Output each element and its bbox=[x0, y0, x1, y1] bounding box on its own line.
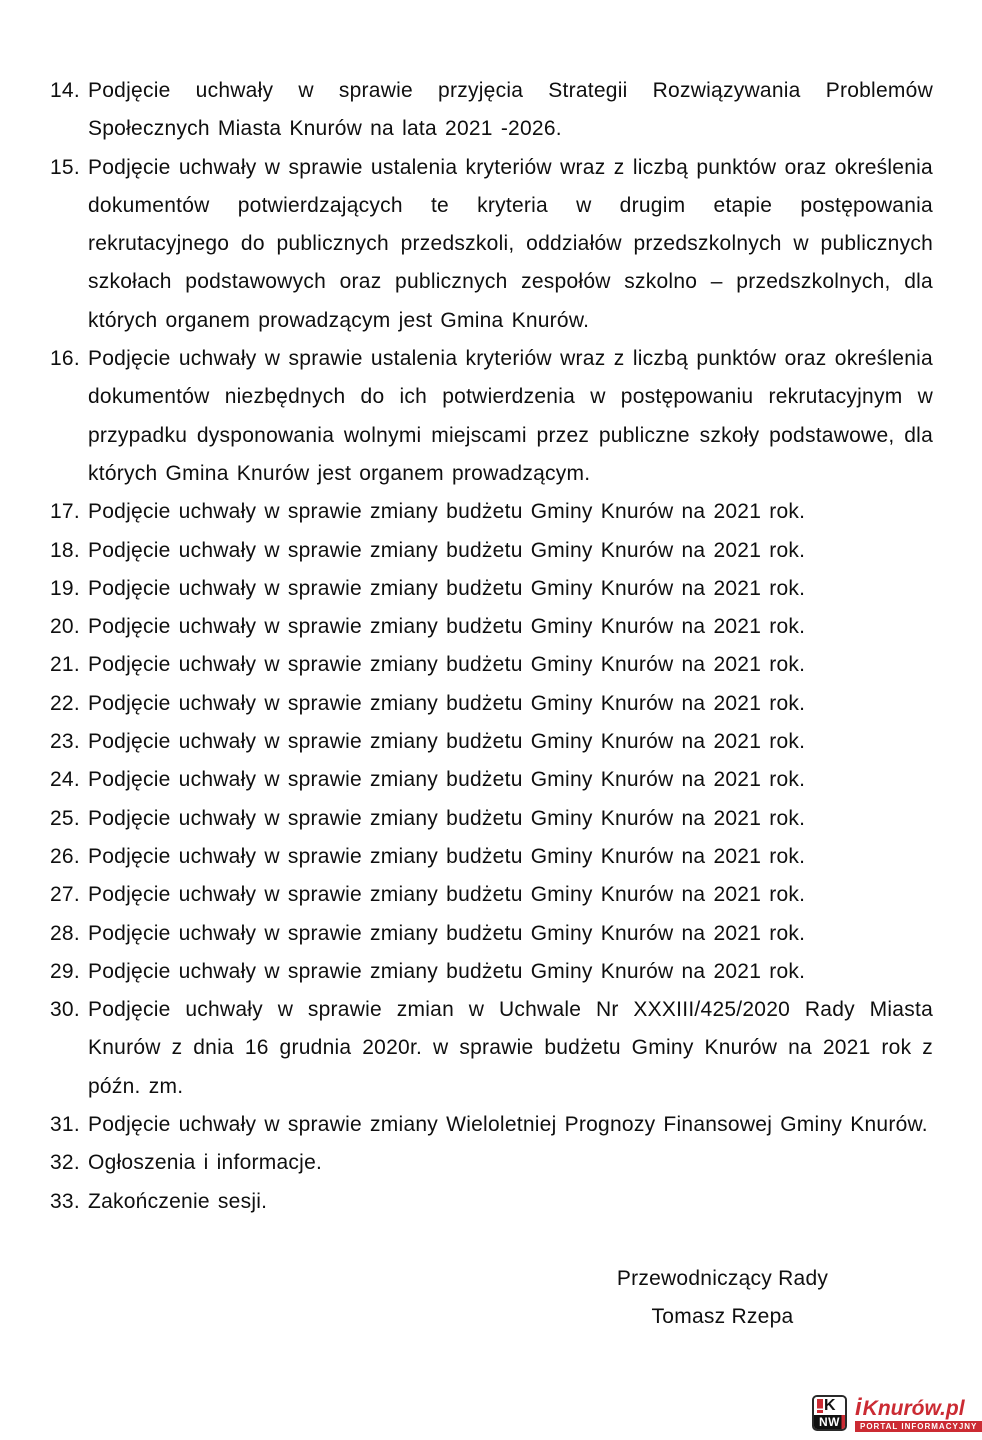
item-number: 18. bbox=[50, 538, 80, 562]
agenda-item bbox=[50, 800, 933, 838]
agenda-item bbox=[50, 876, 933, 914]
logo-letters-nw: NW bbox=[814, 1415, 845, 1429]
item-number: 19. bbox=[50, 576, 80, 600]
red-bar-icon bbox=[817, 1399, 823, 1413]
item-text: Podjęcie uchwały w sprawie zmiany budżetu Gminy Knurów na 2021 rok. bbox=[88, 883, 806, 907]
logo-text-column bbox=[855, 1396, 982, 1432]
agenda-item bbox=[50, 1183, 933, 1221]
item-text: Podjęcie uchwały w sprawie zmiany budżetu Gminy Knurów na 2021 rok. bbox=[88, 921, 806, 945]
agenda-item bbox=[50, 915, 933, 953]
item-text: Zakończenie sesji. bbox=[88, 1189, 268, 1213]
item-number: 30. bbox=[50, 998, 80, 1022]
signature-title: Przewodniczący Rady bbox=[616, 1267, 829, 1290]
agenda-item bbox=[50, 608, 933, 646]
item-text: Podjęcie uchwały w sprawie ustalenia kryteriów wraz z liczbą punktów oraz określenia dokumentów potwierdzających te kryteria w drugim etapie postępowania rekrutacyjnego do publicznych przedszkoli, oddziałów przedszkolnych w publicznych szkołach podstawowych oraz publicznych zespołów szkolno – przedszkolnych, dla których organem prowadzącym jest Gmina Knurów. bbox=[88, 155, 933, 332]
agenda-item bbox=[50, 340, 933, 493]
item-number: 32. bbox=[50, 1151, 80, 1175]
agenda-list bbox=[50, 72, 933, 1221]
logo-mark-top-row bbox=[814, 1397, 845, 1415]
agenda-item bbox=[50, 838, 933, 876]
item-text: Podjęcie uchwały w sprawie zmiany budżetu Gminy Knurów na 2021 rok. bbox=[88, 653, 806, 677]
item-text: Podjęcie uchwały w sprawie zmiany budżetu Gminy Knurów na 2021 rok. bbox=[88, 844, 806, 868]
agenda-item bbox=[50, 953, 933, 991]
agenda-item bbox=[50, 761, 933, 799]
agenda-item bbox=[50, 493, 933, 531]
item-number: 15. bbox=[50, 155, 80, 179]
item-number: 21. bbox=[50, 653, 80, 677]
item-text: Ogłoszenia i informacje. bbox=[88, 1151, 323, 1175]
item-number: 20. bbox=[50, 615, 80, 639]
item-text: Podjęcie uchwały w sprawie zmiany budżetu Gminy Knurów na 2021 rok. bbox=[88, 730, 806, 754]
iknw-logo-mark bbox=[812, 1395, 847, 1431]
item-number: 33. bbox=[50, 1189, 80, 1213]
agenda-item bbox=[50, 149, 933, 340]
logo-letter-k: K bbox=[824, 1397, 836, 1414]
item-number: 24. bbox=[50, 768, 80, 792]
brand-i-glyph: i bbox=[855, 1394, 862, 1421]
item-text: Podjęcie uchwały w sprawie zmiany budżetu Gminy Knurów na 2021 rok. bbox=[88, 691, 806, 715]
item-number: 29. bbox=[50, 959, 80, 983]
item-text: Podjęcie uchwały w sprawie zmiany budżetu Gminy Knurów na 2021 rok. bbox=[88, 576, 806, 600]
item-text: Podjęcie uchwały w sprawie zmiany Wieloletniej Prognozy Finansowej Gminy Knurów. bbox=[88, 1113, 928, 1137]
agenda-item bbox=[50, 646, 933, 684]
agenda-item bbox=[50, 532, 933, 570]
item-text: Podjęcie uchwały w sprawie zmiany budżetu Gminy Knurów na 2021 rok. bbox=[88, 615, 806, 639]
item-number: 14. bbox=[50, 79, 80, 102]
item-text: Podjęcie uchwały w sprawie zmiany budżetu Gminy Knurów na 2021 rok. bbox=[88, 768, 806, 792]
item-text: Podjęcie uchwały w sprawie zmiany budżetu Gminy Knurów na 2021 rok. bbox=[88, 538, 806, 562]
knurow-portal-logo bbox=[812, 1395, 982, 1432]
brand-text: Knurów.pl bbox=[862, 1397, 965, 1420]
brand-name bbox=[855, 1396, 982, 1420]
agenda-item bbox=[50, 72, 933, 149]
agenda-item bbox=[50, 1144, 933, 1182]
item-number: 23. bbox=[50, 730, 80, 754]
item-number: 26. bbox=[50, 844, 80, 868]
signature-block bbox=[512, 1260, 933, 1337]
agenda-item bbox=[50, 570, 933, 608]
agenda-item bbox=[50, 991, 933, 1106]
agenda-item bbox=[50, 723, 933, 761]
item-text: Podjęcie uchwały w sprawie ustalenia kryteriów wraz z liczbą punktów oraz określenia dokumentów niezbędnych do ich potwierdzenia w postępowaniu rekrutacyjnym w przypadku dysponowania wolnymi miejscami przez publiczne szkoły podstawowe, dla których Gmina Knurów jest organem prowadzącym. bbox=[88, 347, 933, 485]
item-text: Podjęcie uchwały w sprawie zmiany budżetu Gminy Knurów na 2021 rok. bbox=[88, 500, 806, 524]
tagline-banner: PORTAL INFORMACYJNY bbox=[855, 1421, 982, 1432]
agenda-item bbox=[50, 685, 933, 723]
signature-name: Tomasz Rzepa bbox=[651, 1305, 794, 1329]
item-number: 27. bbox=[50, 883, 80, 907]
item-text: Podjęcie uchwały w sprawie przyjęcia Strategii Rozwiązywania Problemów Społecznych Miasta Knurów na lata 2021 -2026. bbox=[88, 79, 933, 141]
item-number: 16. bbox=[50, 347, 80, 371]
item-text: Podjęcie uchwały w sprawie zmiany budżetu Gminy Knurów na 2021 rok. bbox=[88, 959, 806, 983]
item-number: 28. bbox=[50, 921, 80, 945]
item-number: 31. bbox=[50, 1113, 80, 1137]
item-text: Podjęcie uchwały w sprawie zmiany budżetu Gminy Knurów na 2021 rok. bbox=[88, 806, 806, 830]
item-number: 17. bbox=[50, 500, 80, 524]
agenda-item bbox=[50, 1106, 933, 1144]
item-number: 22. bbox=[50, 691, 80, 715]
item-number: 25. bbox=[50, 806, 80, 830]
item-text: Podjęcie uchwały w sprawie zmian w Uchwale Nr XXXIII/425/2020 Rady Miasta Knurów z dnia 16 grudnia 2020r. w sprawie budżetu Gminy Knurów na 2021 rok z późn. zm. bbox=[88, 998, 933, 1098]
